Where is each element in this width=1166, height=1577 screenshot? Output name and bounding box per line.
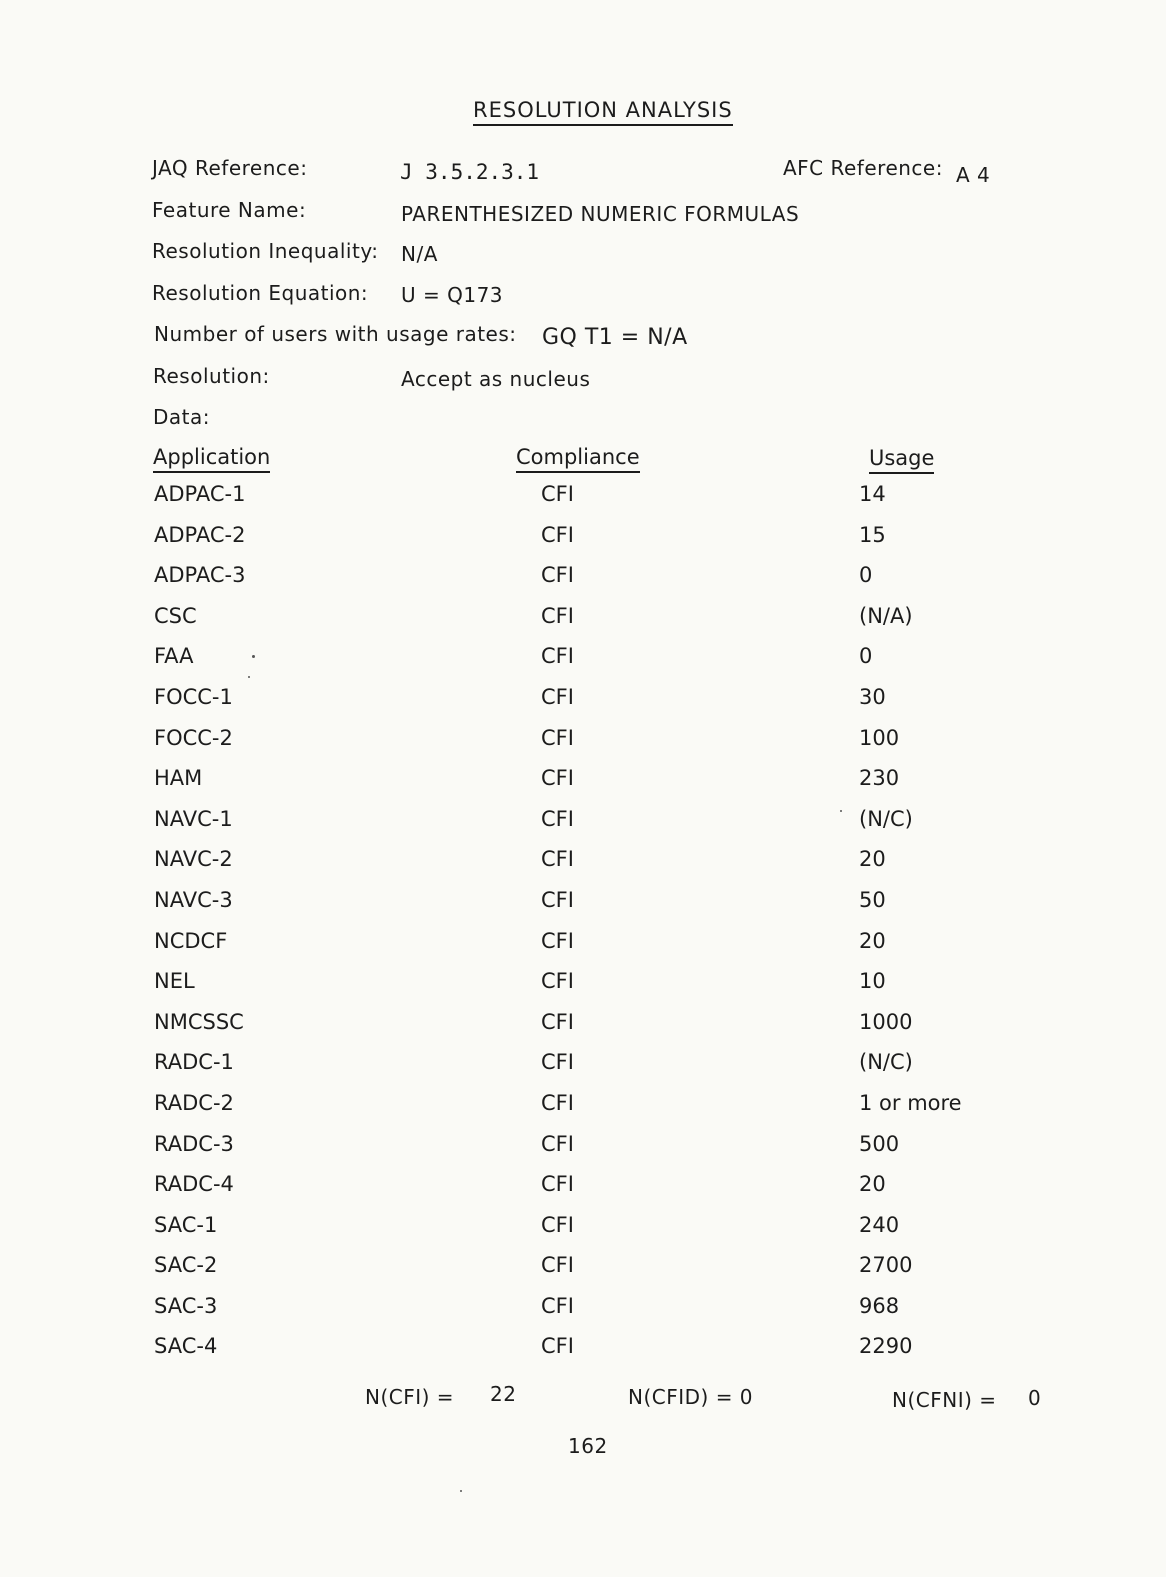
jaq-reference-label: JAQ Reference: [152, 156, 308, 180]
cell-application: NAVC-3 [154, 887, 233, 912]
resolution-equation-label: Resolution Equation: [152, 281, 369, 305]
table-row [0, 1294, 1166, 1335]
table-row [0, 644, 1166, 685]
cell-compliance: CFI [541, 1050, 574, 1075]
cell-compliance: CFI [541, 766, 574, 791]
cell-application: ADPAC-3 [154, 563, 246, 588]
table-row [0, 685, 1166, 726]
cell-application: NAVC-1 [154, 806, 233, 831]
cell-compliance: CFI [541, 644, 574, 669]
cell-usage: 20 [859, 1172, 886, 1197]
cell-application: ADPAC-1 [154, 482, 246, 506]
resolution-value: Accept as nucleus [401, 367, 591, 391]
total-cfi-label: N(CFI) = [365, 1385, 455, 1409]
cell-usage: 968 [859, 1293, 900, 1318]
afc-reference-value: A 4 [956, 163, 991, 187]
cell-compliance: CFI [541, 522, 574, 547]
table-row [0, 807, 1166, 848]
feature-name-value: PARENTHESIZED NUMERIC FORMULAS [401, 202, 800, 226]
table-row [0, 929, 1166, 970]
cell-usage: 230 [859, 766, 900, 791]
table-row [0, 1213, 1166, 1254]
cell-compliance: CFI [541, 1212, 574, 1237]
page-title: RESOLUTION ANALYSIS [473, 98, 733, 126]
cell-usage: 20 [859, 847, 886, 872]
column-header-usage: Usage [869, 446, 934, 474]
cell-application: NEL [154, 969, 195, 994]
scan-speck [252, 655, 255, 658]
table-row [0, 726, 1166, 767]
cell-compliance: CFI [541, 1253, 574, 1278]
cell-compliance: CFI [541, 1131, 574, 1156]
resolution-inequality-value: N/A [401, 242, 438, 266]
cell-usage: 14 [859, 482, 886, 506]
jaq-reference-value: J 3.5.2.3.1 [400, 160, 540, 184]
cell-application: SAC-4 [154, 1334, 218, 1359]
table-row [0, 1132, 1166, 1173]
cell-usage: 500 [859, 1131, 900, 1156]
cell-application: RADC-1 [154, 1050, 234, 1075]
cell-usage: (N/C) [859, 1050, 913, 1075]
cell-application: NMCSSC [154, 1009, 244, 1034]
cell-application: SAC-3 [154, 1293, 218, 1318]
cell-usage: 1 or more [859, 1090, 962, 1115]
feature-name-label: Feature Name: [152, 198, 307, 222]
total-cfni-value: 0 [1028, 1386, 1042, 1410]
cell-application: RADC-4 [154, 1172, 234, 1197]
cell-compliance: CFI [541, 1172, 574, 1197]
resolution-equation-value: U = Q173 [401, 283, 504, 307]
table-row [0, 847, 1166, 888]
scan-speck [460, 1490, 462, 1492]
cell-application: SAC-1 [154, 1212, 218, 1237]
cell-compliance: CFI [541, 1009, 574, 1034]
cell-usage: 10 [859, 969, 886, 994]
scan-speck [840, 810, 842, 812]
cell-application: CSC [154, 603, 197, 628]
table-row [0, 969, 1166, 1010]
cell-compliance: CFI [541, 684, 574, 709]
cell-usage: 2700 [859, 1253, 913, 1278]
afc-reference-label: AFC Reference: [783, 156, 943, 180]
cell-application: ADPAC-2 [154, 522, 246, 547]
data-table-body [0, 482, 1166, 1375]
cell-usage: 0 [859, 644, 873, 669]
page-number: 162 [568, 1434, 608, 1458]
cell-usage: 50 [859, 887, 886, 912]
table-row [0, 766, 1166, 807]
cell-application: HAM [154, 766, 203, 791]
cell-compliance: CFI [541, 482, 574, 506]
cell-compliance: CFI [541, 1334, 574, 1359]
table-row [0, 482, 1166, 523]
table-row [0, 563, 1166, 604]
cell-usage: 1000 [859, 1009, 913, 1034]
table-row [0, 1091, 1166, 1132]
cell-usage: 20 [859, 928, 886, 953]
table-row [0, 604, 1166, 645]
cell-usage: 240 [859, 1212, 900, 1237]
table-row [0, 888, 1166, 929]
table-row [0, 523, 1166, 564]
data-label: Data: [153, 405, 210, 429]
table-row [0, 1010, 1166, 1051]
cell-compliance: CFI [541, 887, 574, 912]
cell-application: RADC-3 [154, 1131, 234, 1156]
column-header-compliance: Compliance [516, 445, 640, 473]
cell-compliance: CFI [541, 1293, 574, 1318]
cell-application: FAA [154, 644, 194, 669]
users-usage-label: Number of users with usage rates: [154, 322, 517, 346]
cell-application: FOCC-1 [154, 684, 233, 709]
cell-application: SAC-2 [154, 1253, 218, 1278]
cell-application: NCDCF [154, 928, 228, 953]
total-cfni-label: N(CFNI) = [892, 1388, 997, 1412]
cell-compliance: CFI [541, 847, 574, 872]
cell-compliance: CFI [541, 928, 574, 953]
cell-usage: 2290 [859, 1334, 913, 1359]
cell-application: FOCC-2 [154, 725, 233, 750]
cell-usage: (N/A) [859, 603, 913, 628]
column-header-application: Application [153, 445, 270, 473]
scan-speck [248, 676, 250, 678]
cell-usage: 15 [859, 522, 886, 547]
total-cfid-label: N(CFID) = 0 [628, 1385, 754, 1409]
cell-compliance: CFI [541, 563, 574, 588]
cell-application: NAVC-2 [154, 847, 233, 872]
cell-compliance: CFI [541, 725, 574, 750]
cell-usage: 30 [859, 684, 886, 709]
resolution-label: Resolution: [153, 364, 270, 388]
users-usage-value: GQ T1 = N/A [542, 325, 688, 350]
cell-usage: 100 [859, 725, 900, 750]
table-row [0, 1172, 1166, 1213]
cell-application: RADC-2 [154, 1090, 234, 1115]
cell-usage: (N/C) [859, 806, 913, 831]
total-cfi-value: 22 [490, 1382, 517, 1406]
cell-compliance: CFI [541, 806, 574, 831]
cell-compliance: CFI [541, 603, 574, 628]
table-row [0, 1334, 1166, 1375]
resolution-inequality-label: Resolution Inequality: [152, 239, 379, 263]
table-row [0, 1050, 1166, 1091]
cell-compliance: CFI [541, 1090, 574, 1115]
cell-compliance: CFI [541, 969, 574, 994]
cell-usage: 0 [859, 563, 873, 588]
table-row [0, 1253, 1166, 1294]
